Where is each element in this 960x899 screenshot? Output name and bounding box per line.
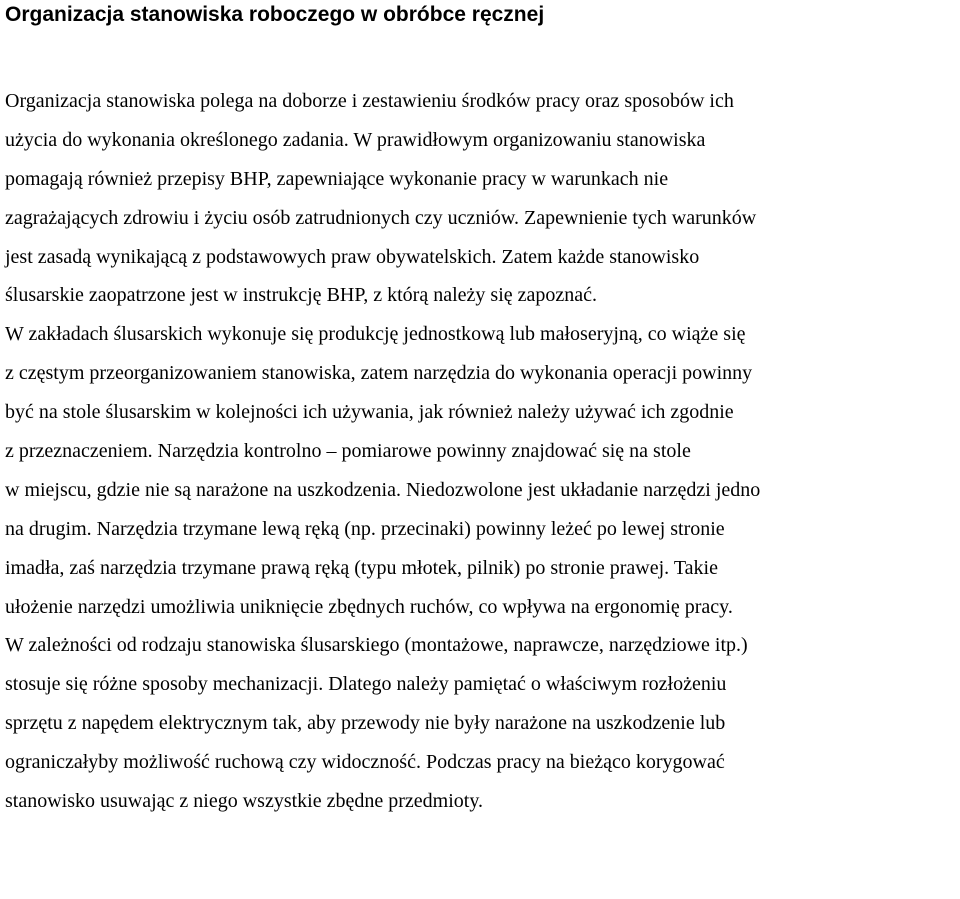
text-line: być na stole ślusarskim w kolejności ich używania, jak również należy używać ich zgodnie [5,401,734,424]
text-line: sprzętu z napędem elektrycznym tak, aby przewody nie były narażone na uszkodzenie lub [5,712,726,735]
document-title: Organizacja stanowiska roboczego w obróbce ręcznej [5,3,545,26]
text-line: W zależności od rodzaju stanowiska ślusarskiego (montażowe, naprawcze, narzędziowe itp.) [5,634,748,657]
text-line: stanowisko usuwając z niego wszystkie zbędne przedmioty. [5,790,484,813]
text-line: pomagają również przepisy BHP, zapewniające wykonanie pracy w warunkach nie [5,167,669,190]
text-line: stosuje się różne sposoby mechanizacji. Dlatego należy pamiętać o właściwym rozłożeniu [5,673,727,696]
text-line: ułożenie narzędzi umożliwia uniknięcie zbędnych ruchów, co wpływa na ergonomię pracy. [5,595,733,618]
text-line: zagrażających zdrowiu i życiu osób zatrudnionych czy uczniów. Zapewnienie tych warunków [5,206,757,229]
text-line: użycia do wykonania określonego zadania. W prawidłowym organizowaniu stanowiska [5,128,706,151]
text-line: na drugim. Narzędzia trzymane lewą ręką (np. przecinaki) powinny leżeć po lewej stronie [5,517,725,540]
text-line: imadła, zaś narzędzia trzymane prawą ręką (typu młotek, pilnik) po stronie prawej. Takie [5,556,718,579]
text-line: jest zasadą wynikającą z podstawowych praw obywatelskich. Zatem każde stanowisko [5,245,700,268]
text-line: W zakładach ślusarskich wykonuje się produkcję jednostkową lub małoseryjną, co wiąże się [5,323,746,346]
body-text [5,83,760,822]
text-line: z częstym przeorganizowaniem stanowiska, zatem narzędzia do wykonania operacji powinny [5,362,753,385]
text-line: Organizacja stanowiska polega na doborze i zestawieniu środków pracy oraz sposobów ich [5,90,734,112]
text-line: ograniczałyby możliwość ruchową czy widoczność. Podczas pracy na bieżąco korygować [5,751,725,774]
text-line: z przeznaczeniem. Narzędzia kontrolno – pomiarowe powinny znajdować się na stole [5,440,691,463]
text-line: ślusarskie zaopatrzone jest w instrukcję BHP, z którą należy się zapoznać. [5,284,598,307]
text-line: w miejscu, gdzie nie są narażone na uszkodzenia. Niedozwolone jest układanie narzędzi jedno [5,478,761,501]
